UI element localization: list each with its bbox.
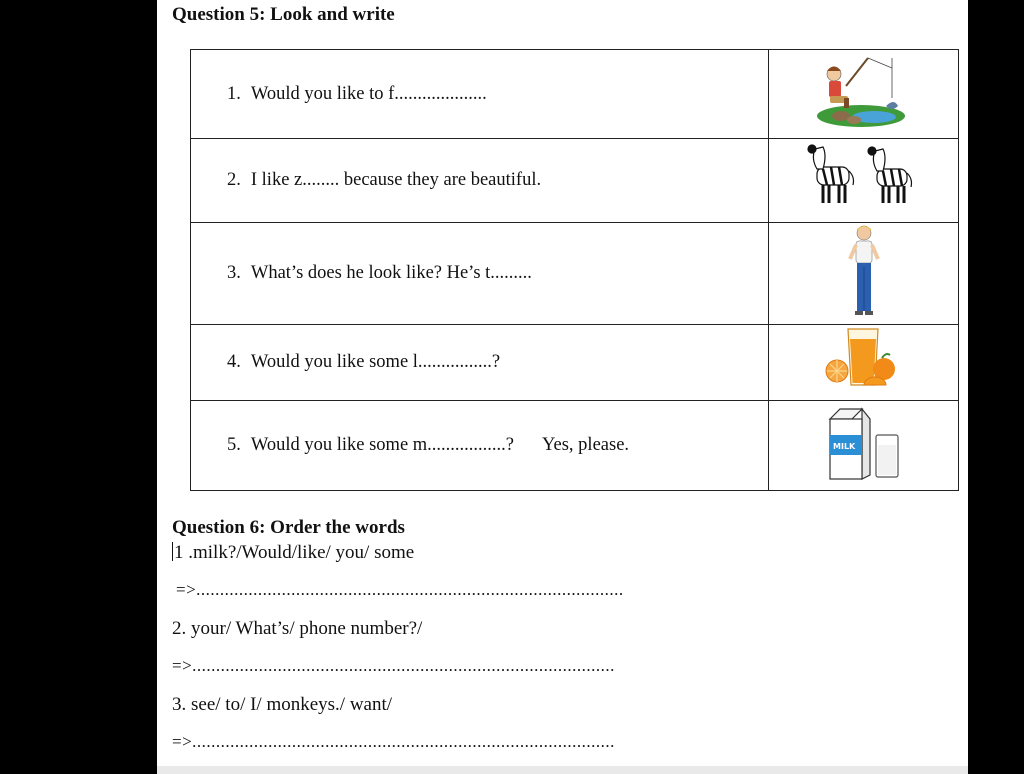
look-and-write-table xyxy=(190,49,959,491)
order-words-item-3: 3. see/ to/ I/ monkeys./ want/ xyxy=(172,694,393,715)
item-number: 3. xyxy=(227,263,241,283)
yes-please-text: Yes, please. xyxy=(542,435,630,455)
fishing-boy-icon xyxy=(816,54,912,130)
sentence-cell xyxy=(191,50,769,139)
answer-line-3[interactable]: =>......................................................................................... xyxy=(172,732,615,751)
table-row xyxy=(191,401,959,491)
picture-cell xyxy=(769,50,959,139)
page-bottom-edge xyxy=(157,766,968,774)
question-6-title: Question 6: Order the words xyxy=(172,517,405,538)
orange-juice-icon xyxy=(824,325,904,395)
answer-line-1[interactable]: =>.......................................................................................... xyxy=(176,580,624,599)
item-number: 1. xyxy=(227,83,241,104)
sentence-cell xyxy=(191,401,769,491)
sentence-text: What’s does he look like? He’s t......... xyxy=(250,263,532,283)
sentence-cell xyxy=(191,223,769,325)
sentence-text: I like z........ because they are beautiful. xyxy=(250,170,542,190)
sentence-cell xyxy=(191,139,769,223)
question-5-title: Question 5: Look and write xyxy=(172,4,395,25)
order-words-item-1 xyxy=(172,542,414,564)
order-words-item-2: 2. your/ What’s/ phone number?/ xyxy=(172,618,423,639)
sentence-cell xyxy=(191,325,769,401)
worksheet-page xyxy=(157,0,968,774)
milk-icon xyxy=(824,405,904,481)
table-row xyxy=(191,50,959,139)
table-row xyxy=(191,223,959,325)
sentence-text: Would you like to f.................... xyxy=(250,83,487,104)
picture-cell xyxy=(769,401,959,491)
word-prompt: 1 .milk?/Would/like/ you/ some xyxy=(174,542,415,563)
picture-cell xyxy=(769,223,959,325)
zebras-icon xyxy=(799,143,929,213)
table-row xyxy=(191,139,959,223)
answer-line-2[interactable]: =>......................................................................................... xyxy=(172,656,615,675)
tall-boy-icon xyxy=(844,223,884,319)
item-number: 5. xyxy=(227,435,241,455)
table-row xyxy=(191,325,959,401)
sentence-text: Would you like some l................? xyxy=(250,352,501,372)
sentence-text: Would you like some m.................? xyxy=(250,435,515,455)
picture-cell xyxy=(769,139,959,223)
picture-cell xyxy=(769,325,959,401)
milk-label: MILK xyxy=(832,442,855,451)
item-number: 4. xyxy=(227,352,241,372)
text-cursor xyxy=(172,542,173,561)
item-number: 2. xyxy=(227,170,241,190)
